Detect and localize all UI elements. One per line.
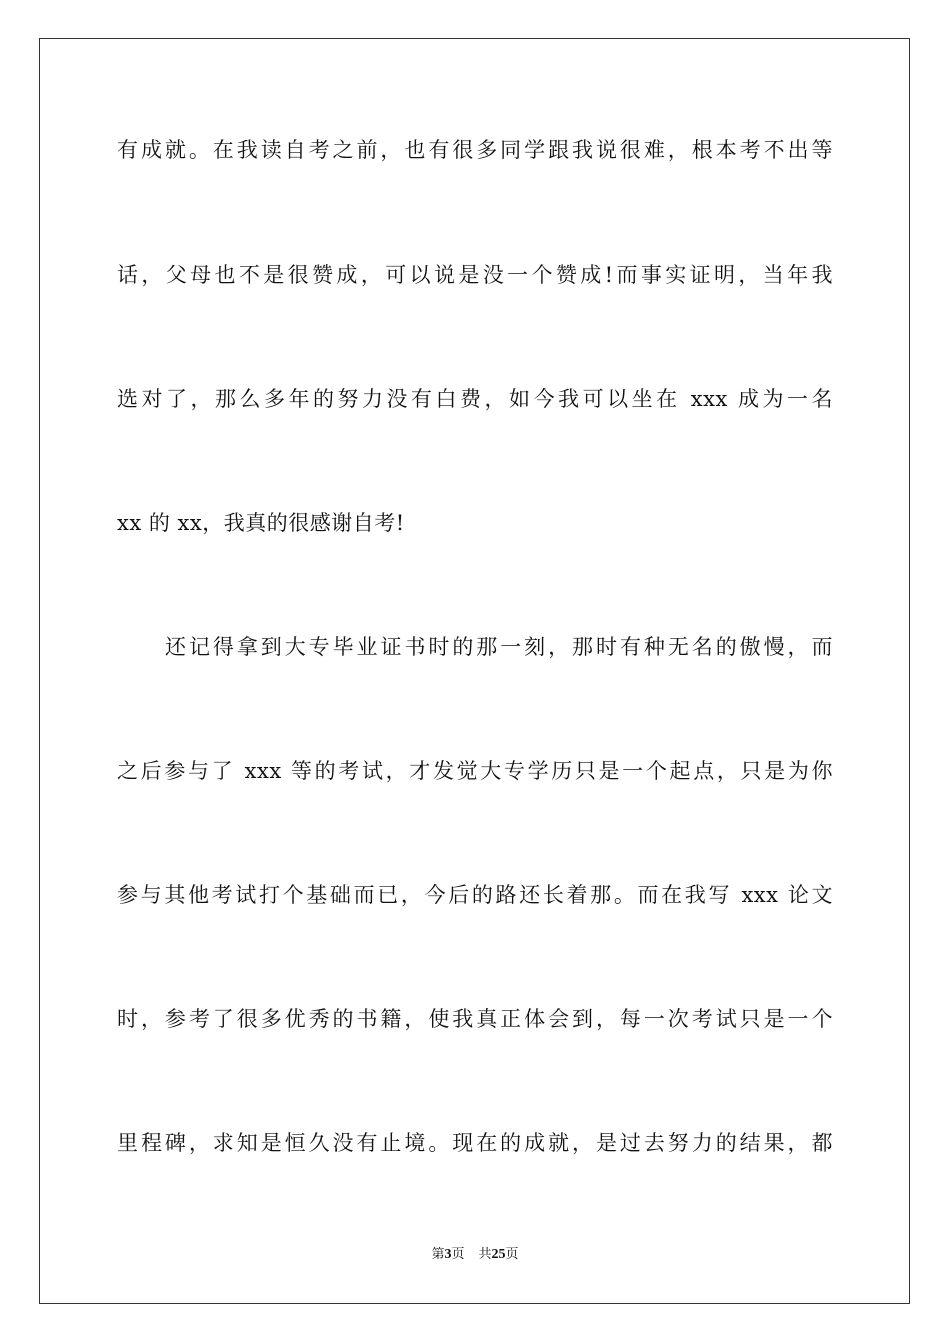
footer-page-suffix: 页 [451,1247,465,1262]
text-line: 之后参与了 xxx 等的考试，才发觉大专学历只是一个起点，只是为你 [117,759,833,783]
page-border [39,38,910,1304]
text-line: 时，参考了很多优秀的书籍，使我真正体会到，每一次考试只是一个 [117,1007,833,1031]
text-line: 参与其他考试打个基础而已，今后的路还长着那。而在我写 xxx 论文 [117,883,833,907]
text-line: 还记得拿到大专毕业证书时的那一刻，那时有种无名的傲慢，而 [165,635,833,659]
text-line: 里程碑，求知是恒久没有止境。现在的成就，是过去努力的结果，都 [117,1131,833,1155]
text-line: 选对了，那么多年的努力没有白费，如今我可以坐在 xxx 成为一名 [117,387,833,411]
footer-page-prefix: 第 [431,1247,445,1262]
footer-total-pages: 25 [491,1247,506,1262]
footer-total-suffix: 页 [505,1247,519,1262]
text-line: 有成就。在我读自考之前，也有很多同学跟我说很难，根本考不出等 [117,138,833,162]
text-line: 话，父母也不是很赞成，可以说是没一个赞成!而事实证明，当年我 [117,263,833,287]
page-footer [0,1246,950,1264]
footer-page-number: 3 [444,1247,452,1262]
text-line: xx 的 xx，我真的很感谢自考! [117,511,405,535]
footer-total-prefix: 共 [478,1247,492,1262]
